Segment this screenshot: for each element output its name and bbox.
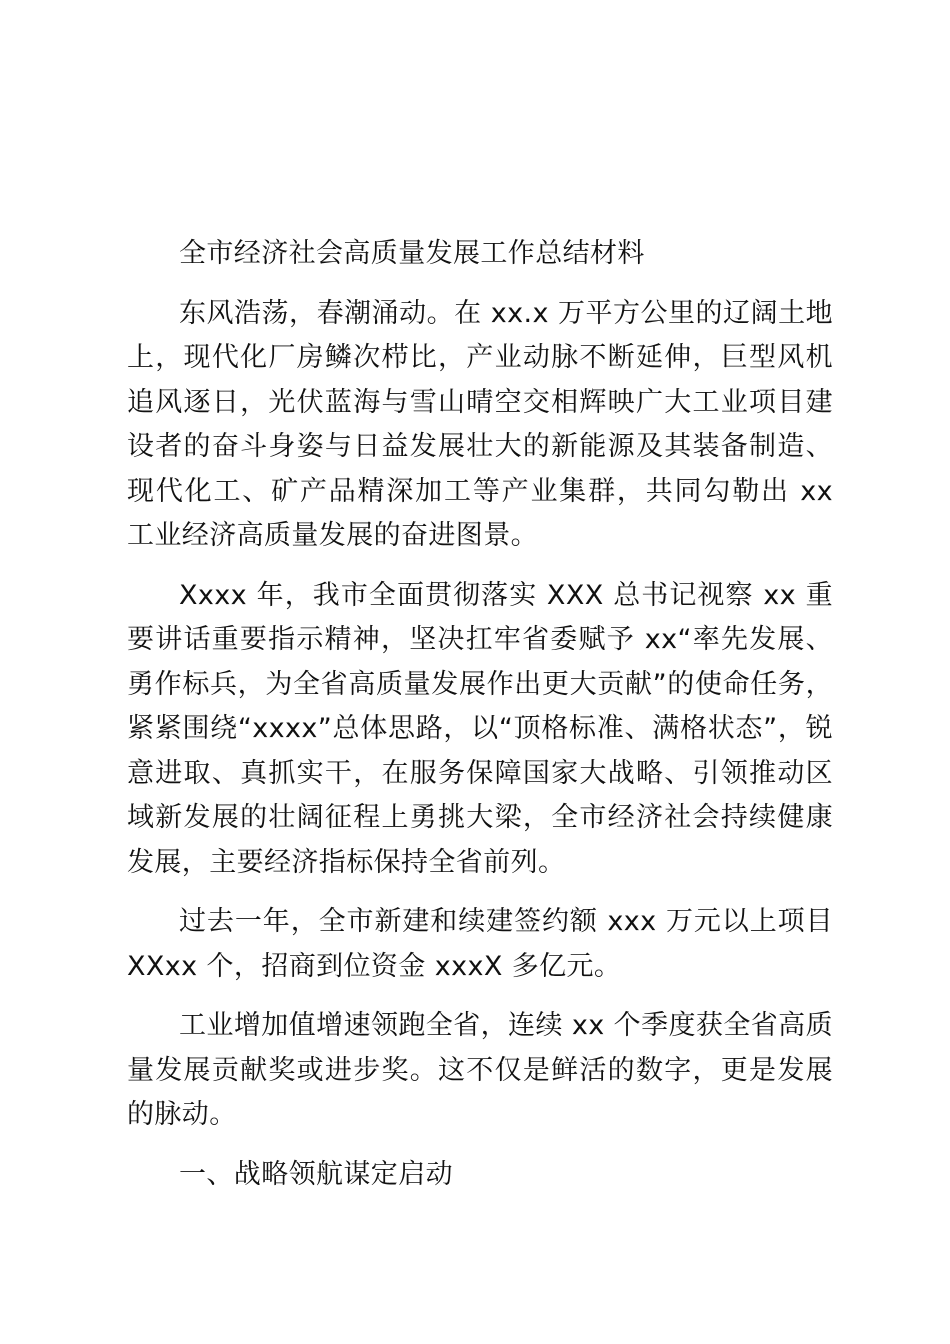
paragraph-policy: Xxxx 年，我市全面贯彻落实 XXX 总书记视察 xx 重要讲话重要指示精神，坚决扛牢省委赋予 xx“率先发展、勇作标兵，为全省高质量发展作出更大贡献”的使命任务，紧紧围绕“xxxx”总体思路，以“顶格标准、满格状态”，锐意进取、真抓实干，在服务保障国家大战略、引领推动区域新发展的壮阔征程上勇挑大梁，全市经济社会持续健康发展，主要经济指标保持全省前列。 bbox=[127, 579, 833, 878]
document-title: 全市经济社会高质量发展工作总结材料 bbox=[179, 238, 645, 269]
document-body bbox=[127, 232, 833, 1197]
paragraph-growth: 工业增加值增速领跑全省，连续 xx 个季度获全省高质量发展贡献奖或进步奖。这不仅是鲜活的数字，更是发展的脉动。 bbox=[127, 1010, 833, 1130]
paragraph-projects: 过去一年，全市新建和续建签约额 xxx 万元以上项目 XXxx 个，招商到位资金 xxxX 多亿元。 bbox=[127, 906, 833, 982]
paragraph-intro: 东风浩荡，春潮涌动。在 xx.x 万平方公里的辽阔土地上，现代化厂房鳞次栉比，产业动脉不断延伸，巨型风机追风逐日，光伏蓝海与雪山晴空交相辉映广大工业项目建设者的奋斗身姿与日益发展壮大的新能源及其装备制造、现代化工、矿产品精深加工等产业集群，共同勾勒出 xx 工业经济高质量发展的奋进图景。 bbox=[127, 297, 833, 551]
section-heading: 一、战略领航谋定启动 bbox=[179, 1158, 453, 1190]
